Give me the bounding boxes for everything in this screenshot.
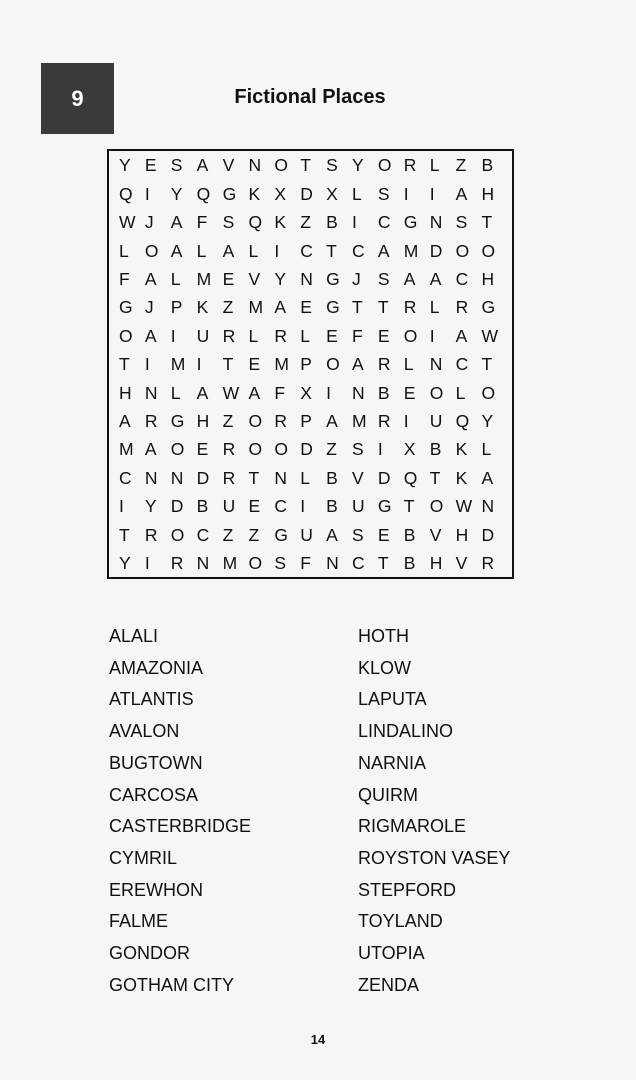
grid-letter: L bbox=[352, 183, 362, 204]
word-list-item: HOTH bbox=[358, 626, 409, 646]
grid-letter: W bbox=[222, 382, 240, 403]
grid-letter: I bbox=[196, 354, 202, 375]
grid-letter: I bbox=[144, 552, 150, 573]
word-list-item: CASTERBRIDGE bbox=[109, 816, 252, 837]
grid-letter: U bbox=[222, 496, 236, 517]
grid-letter: Q bbox=[455, 410, 470, 431]
grid-letter: L bbox=[481, 439, 492, 460]
grid-letter: E bbox=[326, 325, 338, 346]
grid-letter: C bbox=[377, 212, 391, 233]
grid-letter: I bbox=[144, 354, 150, 375]
grid-letter: I bbox=[429, 183, 435, 204]
word-list-item: AMAZONIA bbox=[109, 657, 204, 678]
grid-letter: S bbox=[352, 439, 364, 460]
grid-letter: A bbox=[403, 269, 416, 289]
grid-letter: D bbox=[377, 467, 391, 488]
grid-letter: C bbox=[196, 524, 210, 545]
grid-letter: W bbox=[119, 212, 136, 233]
grid-letter: A bbox=[352, 354, 364, 375]
grid-letter: C bbox=[455, 354, 469, 375]
page-title: Fictional Places bbox=[234, 86, 386, 108]
grid-letter: O bbox=[481, 240, 496, 261]
grid-letter: O bbox=[481, 382, 496, 403]
grid-letter: N bbox=[481, 496, 495, 517]
grid-letter: E bbox=[222, 269, 235, 289]
grid-letter: N bbox=[429, 354, 443, 375]
word-list-item: QUIRM bbox=[358, 784, 418, 805]
grid-letter: T bbox=[326, 240, 337, 261]
grid-letter: N bbox=[429, 212, 443, 233]
grid-letter: I bbox=[274, 240, 280, 261]
grid-letter: H bbox=[481, 183, 495, 204]
grid-letter: D bbox=[170, 496, 184, 517]
grid-row bbox=[119, 266, 508, 294]
word-list-item: GOTHAM CITY bbox=[109, 974, 234, 995]
grid-letter: M bbox=[119, 439, 134, 460]
grid-letter: L bbox=[170, 382, 181, 403]
grid-letter: U bbox=[352, 496, 365, 517]
grid-letter: R bbox=[222, 325, 236, 346]
grid-letter: R bbox=[377, 354, 391, 375]
grid-letter: A bbox=[196, 155, 209, 176]
grid-letter: N bbox=[248, 155, 262, 176]
grid-letter: C bbox=[455, 269, 469, 289]
grid-letter: R bbox=[144, 524, 158, 545]
grid-row bbox=[119, 379, 508, 407]
grid-letter: L bbox=[300, 325, 310, 346]
grid-letter: A bbox=[222, 240, 235, 261]
grid-letter: R bbox=[403, 297, 417, 318]
grid-letter: O bbox=[274, 439, 288, 460]
grid-letter: F bbox=[119, 269, 130, 289]
grid-letter: A bbox=[326, 524, 338, 545]
grid-letter: G bbox=[403, 212, 418, 233]
grid-letter: P bbox=[300, 354, 312, 375]
grid-letter: N bbox=[300, 269, 313, 289]
word-list-item: ALALI bbox=[109, 626, 159, 646]
grid-letter: R bbox=[481, 552, 495, 573]
grid-letter: Y bbox=[352, 155, 364, 176]
grid-letter: A bbox=[144, 325, 157, 346]
grid-letter: V bbox=[352, 467, 364, 488]
grid-letter: S bbox=[222, 212, 235, 233]
grid-letter: O bbox=[429, 496, 444, 517]
grid-letter: N bbox=[352, 382, 365, 403]
grid-letter: I bbox=[300, 496, 306, 517]
grid-letter: A bbox=[170, 240, 183, 261]
grid-letter: A bbox=[170, 212, 183, 233]
grid-letter: S bbox=[274, 552, 287, 573]
grid-letter: I bbox=[119, 496, 124, 517]
grid-letter: B bbox=[196, 496, 209, 517]
grid-letter: A bbox=[377, 240, 390, 261]
grid-letter: N bbox=[170, 467, 184, 488]
grid-letter: S bbox=[455, 212, 468, 233]
grid-letter: A bbox=[455, 325, 468, 346]
grid-letter: F bbox=[196, 212, 208, 233]
grid-row bbox=[119, 351, 508, 379]
grid-letter: A bbox=[144, 269, 157, 289]
grid-letter: O bbox=[144, 240, 159, 261]
grid-letter: J bbox=[352, 269, 361, 289]
grid-letter: W bbox=[481, 325, 498, 346]
grid-letter: T bbox=[352, 297, 363, 318]
grid-letter: A bbox=[481, 467, 494, 488]
grid-letter: R bbox=[455, 297, 469, 318]
grid-letter: X bbox=[274, 183, 287, 204]
grid-letter: A bbox=[429, 269, 442, 289]
grid-letter: I bbox=[377, 439, 383, 460]
grid-letter: A bbox=[144, 439, 157, 460]
grid-letter: E bbox=[144, 155, 157, 176]
grid-letter: V bbox=[222, 155, 235, 176]
grid-letter: O bbox=[429, 382, 444, 403]
word-list-item: FALME bbox=[109, 911, 169, 932]
grid-letter: B bbox=[326, 212, 338, 233]
grid-letter: I bbox=[326, 382, 331, 403]
grid-letter: P bbox=[300, 410, 312, 431]
grid-letter: Z bbox=[222, 524, 234, 545]
grid-letter: K bbox=[274, 212, 287, 233]
grid-letter: O bbox=[455, 240, 470, 261]
grid-letter: L bbox=[455, 382, 466, 403]
grid-letter: C bbox=[352, 240, 365, 261]
word-list-item: CYMRIL bbox=[109, 847, 178, 868]
word-list-item: CARCOSA bbox=[109, 784, 199, 805]
grid-letter: H bbox=[119, 382, 132, 403]
grid-letter: V bbox=[429, 524, 442, 545]
puzzle-number-badge bbox=[41, 63, 114, 134]
grid-letter: Z bbox=[222, 410, 234, 431]
grid-letter: J bbox=[144, 297, 154, 318]
word-list-item: LINDALINO bbox=[358, 721, 454, 742]
grid-letter: A bbox=[326, 410, 338, 431]
grid-letter: U bbox=[429, 410, 443, 431]
grid-letter: O bbox=[119, 325, 133, 346]
grid-letter: R bbox=[222, 467, 236, 488]
grid-letter: V bbox=[455, 552, 468, 573]
grid-letter: H bbox=[455, 524, 469, 545]
grid-letter: D bbox=[481, 524, 495, 545]
grid-letter: W bbox=[455, 496, 473, 517]
grid-letter: T bbox=[481, 212, 493, 233]
grid-letter: E bbox=[248, 354, 261, 375]
grid-letter: A bbox=[196, 382, 209, 403]
word-list-item: AVALON bbox=[109, 721, 180, 742]
grid-letter: E bbox=[300, 297, 312, 318]
grid-letter: M bbox=[274, 354, 289, 375]
word-list-item: STEPFORD bbox=[358, 879, 457, 900]
grid-letter: O bbox=[274, 155, 288, 176]
grid-row bbox=[119, 180, 508, 208]
grid-letter: O bbox=[248, 410, 263, 431]
grid-letter: L bbox=[119, 240, 129, 261]
grid-letter: K bbox=[455, 467, 468, 488]
word-list-item: NARNIA bbox=[358, 752, 427, 773]
grid-letter: O bbox=[170, 439, 185, 460]
grid-letter: R bbox=[144, 410, 158, 431]
word-list-left-column bbox=[109, 621, 251, 1001]
grid-letter: K bbox=[455, 439, 468, 460]
grid-letter: D bbox=[300, 183, 313, 204]
page-number: 14 bbox=[310, 1032, 326, 1047]
grid-letter: E bbox=[403, 382, 416, 403]
grid-letter: R bbox=[403, 155, 417, 176]
word-list-item: RIGMAROLE bbox=[358, 816, 467, 837]
grid-letter: B bbox=[403, 524, 416, 545]
grid-letter: F bbox=[274, 382, 286, 403]
grid-letter: K bbox=[196, 297, 209, 318]
grid-letter: Y bbox=[481, 410, 494, 431]
grid-letter: Y bbox=[274, 269, 287, 289]
word-list-item: ATLANTIS bbox=[109, 689, 194, 710]
grid-letter: B bbox=[429, 439, 442, 460]
grid-letter: M bbox=[222, 552, 238, 573]
grid-letter: T bbox=[119, 354, 130, 375]
grid-letter: I bbox=[144, 183, 150, 204]
grid-letter: U bbox=[300, 524, 313, 545]
grid-row bbox=[119, 521, 508, 549]
grid-row bbox=[119, 294, 508, 322]
grid-letter: L bbox=[248, 240, 259, 261]
grid-letter: S bbox=[326, 155, 338, 176]
grid-letter: O bbox=[403, 325, 418, 346]
grid-letter: U bbox=[196, 325, 210, 346]
grid-letter: R bbox=[222, 439, 236, 460]
grid-letter: R bbox=[170, 552, 184, 573]
grid-letter: M bbox=[352, 410, 367, 431]
grid-letter: T bbox=[429, 467, 441, 488]
grid-letter: H bbox=[429, 552, 443, 573]
grid-letter: K bbox=[248, 183, 261, 204]
grid-letter: C bbox=[300, 240, 313, 261]
grid-letter: O bbox=[170, 524, 185, 545]
grid-letter: Y bbox=[144, 496, 157, 517]
grid-letter: M bbox=[248, 297, 264, 318]
grid-letter: G bbox=[481, 297, 496, 318]
grid-letter: E bbox=[248, 496, 261, 517]
grid-letter: O bbox=[248, 552, 263, 573]
grid-letter: Z bbox=[455, 155, 467, 176]
grid-letter: B bbox=[377, 382, 390, 403]
grid-letter: E bbox=[377, 325, 390, 346]
grid-letter: Q bbox=[248, 212, 263, 233]
word-list-item: BUGTOWN bbox=[109, 752, 203, 773]
grid-letter: D bbox=[300, 439, 313, 460]
grid-letter: Y bbox=[170, 183, 183, 204]
grid-letter: R bbox=[377, 410, 391, 431]
grid-letter: F bbox=[300, 552, 311, 573]
grid-letter: C bbox=[352, 552, 365, 573]
word-list-right-column bbox=[358, 621, 510, 1001]
grid-letter: A bbox=[274, 297, 287, 318]
grid-letter: X bbox=[403, 439, 416, 460]
grid-letter: L bbox=[429, 155, 440, 176]
grid-letter: T bbox=[222, 354, 234, 375]
grid-letter: N bbox=[144, 382, 158, 403]
grid-row bbox=[119, 436, 508, 464]
grid-letter: G bbox=[377, 496, 392, 517]
grid-letter: L bbox=[300, 467, 310, 488]
grid-row bbox=[119, 549, 508, 577]
grid-row bbox=[119, 464, 508, 492]
grid-letter: E bbox=[196, 439, 209, 460]
grid-letter: Y bbox=[119, 155, 131, 176]
grid-row bbox=[119, 152, 508, 180]
grid-letter: C bbox=[274, 496, 287, 517]
grid-letter: P bbox=[170, 297, 183, 318]
grid-letter: G bbox=[326, 297, 340, 318]
grid-letter: S bbox=[170, 155, 183, 176]
grid-letter: T bbox=[377, 297, 389, 318]
grid-letter: G bbox=[170, 410, 185, 431]
grid-letter: L bbox=[403, 354, 414, 375]
grid-letter: Q bbox=[119, 183, 133, 204]
grid-row bbox=[119, 408, 508, 436]
grid-letter: L bbox=[196, 240, 207, 261]
grid-letter: T bbox=[248, 467, 260, 488]
grid-letter: A bbox=[248, 382, 261, 403]
grid-letter: N bbox=[326, 552, 339, 573]
grid-letter: X bbox=[326, 183, 338, 204]
grid-letter: O bbox=[248, 439, 263, 460]
grid-letter: B bbox=[326, 467, 338, 488]
grid-letter: S bbox=[377, 269, 390, 289]
grid-letter: S bbox=[352, 524, 364, 545]
grid-letter: B bbox=[403, 552, 416, 573]
grid-letter: G bbox=[222, 183, 237, 204]
grid-letter: I bbox=[403, 183, 409, 204]
grid-letter: H bbox=[481, 269, 495, 289]
grid-letter: I bbox=[429, 325, 435, 346]
grid-letter: A bbox=[119, 410, 131, 431]
grid-letter: E bbox=[377, 524, 390, 545]
grid-letter: O bbox=[326, 354, 340, 375]
word-list-item: ZENDA bbox=[358, 974, 420, 995]
grid-row bbox=[119, 493, 508, 521]
word-list-item: UTOPIA bbox=[358, 943, 425, 964]
grid-letter: N bbox=[196, 552, 210, 573]
grid-letter: L bbox=[248, 325, 259, 346]
grid-letter: I bbox=[352, 212, 357, 233]
grid-letter: I bbox=[403, 410, 409, 431]
grid-letter: L bbox=[429, 297, 440, 318]
word-list-item: KLOW bbox=[358, 657, 412, 678]
grid-letter: D bbox=[429, 240, 443, 261]
word-list-item: LAPUTA bbox=[358, 689, 427, 710]
grid-letter: T bbox=[403, 496, 415, 517]
grid-letter: G bbox=[326, 269, 340, 289]
grid-letter: M bbox=[403, 240, 419, 261]
grid-letter: G bbox=[274, 524, 288, 545]
word-list-item: TOYLAND bbox=[358, 911, 443, 932]
grid-letter: L bbox=[170, 269, 181, 289]
grid-letter: Y bbox=[119, 552, 131, 573]
grid-letter: T bbox=[300, 155, 311, 176]
grid-letter: N bbox=[144, 467, 158, 488]
word-list-item: ROYSTON VASEY bbox=[358, 847, 511, 868]
grid-letter: Z bbox=[222, 297, 234, 318]
grid-letter: O bbox=[377, 155, 392, 176]
grid-letter: T bbox=[377, 552, 389, 573]
grid-letter: C bbox=[119, 467, 132, 488]
grid-letter: I bbox=[170, 325, 176, 346]
grid-letter: M bbox=[170, 354, 186, 375]
grid-letter: T bbox=[119, 524, 130, 545]
grid-letter: Q bbox=[196, 183, 211, 204]
grid-letter: A bbox=[455, 183, 468, 204]
grid-letter: X bbox=[300, 382, 312, 403]
grid-letter: G bbox=[119, 297, 133, 318]
grid-letter: T bbox=[481, 354, 493, 375]
word-search-grid bbox=[107, 149, 514, 579]
grid-row bbox=[119, 237, 508, 265]
word-list-item: EREWHON bbox=[109, 879, 203, 900]
grid-letter: J bbox=[144, 212, 154, 233]
grid-letter: F bbox=[352, 325, 363, 346]
grid-letter: Z bbox=[326, 439, 337, 460]
grid-letter: V bbox=[248, 269, 261, 289]
grid-letter: R bbox=[274, 325, 287, 346]
grid-letter: R bbox=[274, 410, 287, 431]
grid-letter: Q bbox=[403, 467, 418, 488]
grid-letter: B bbox=[481, 155, 494, 176]
grid-letter: B bbox=[326, 496, 338, 517]
grid-letter: H bbox=[196, 410, 210, 431]
grid-letter: M bbox=[196, 269, 212, 289]
grid-row bbox=[119, 209, 508, 237]
grid-row bbox=[119, 322, 508, 350]
grid-letter: Z bbox=[300, 212, 311, 233]
grid-letter: S bbox=[377, 183, 390, 204]
grid-letter: D bbox=[196, 467, 210, 488]
grid-letter: N bbox=[274, 467, 287, 488]
word-list-item: GONDOR bbox=[109, 943, 190, 964]
puzzle-number: 9 bbox=[71, 85, 84, 111]
grid-letter: Z bbox=[248, 524, 260, 545]
